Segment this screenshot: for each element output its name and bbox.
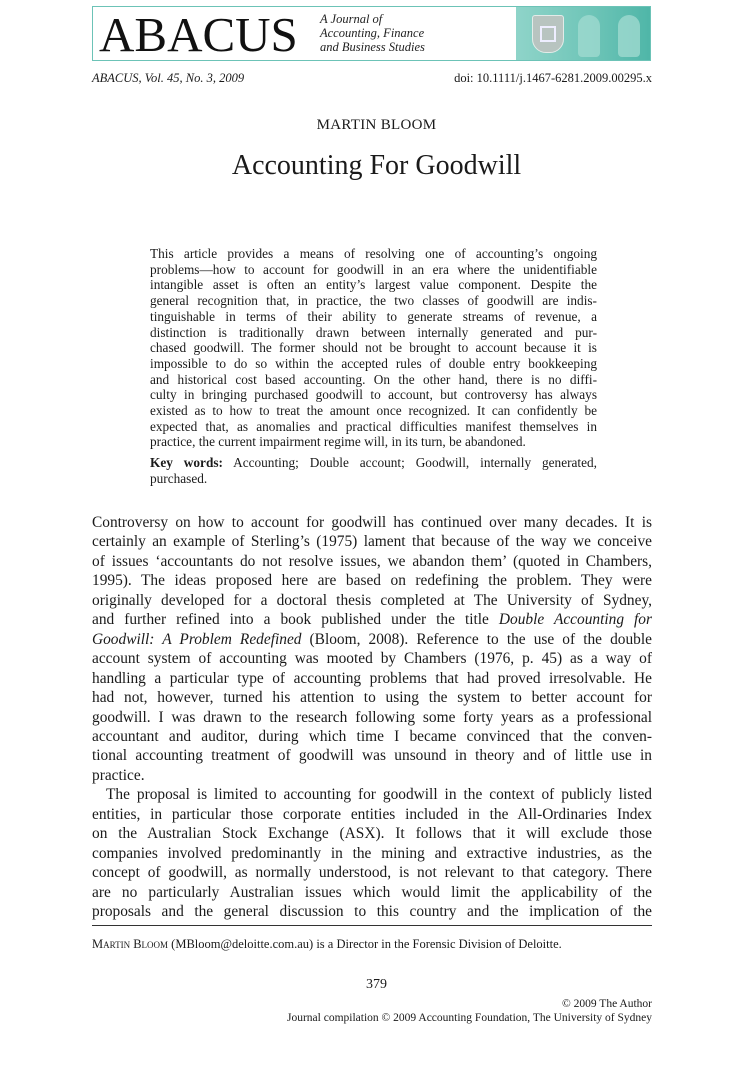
university-crest-icon [532, 15, 564, 53]
text-line: originally developed for a doctoral thesis completed at The University of Sydney, [92, 591, 652, 609]
text-line: entities, in particular those corporate entities included in the All-Ordinaries Index [92, 805, 652, 823]
text-line: This article provides a means of resolving one of accounting’s ongoing [150, 246, 597, 261]
text-line: Controversy on how to account for goodwill has continued over many decades. It is [92, 514, 652, 531]
text-line: tional accounting treatment of goodwill was unsound in theory and of little use in [92, 747, 652, 765]
paragraph [92, 785, 652, 921]
text-line: certainly an example of Sterling’s (1975) lament that because of the way we conceive [92, 533, 652, 551]
text-line: distinction is traditionally drawn between internally generated and pur- [150, 324, 597, 340]
text-line: practice, the current impairment regime will, in its turn, be abandoned. [150, 434, 526, 450]
journal-tagline [320, 12, 425, 54]
text-line: on the Australian Stock Exchange (ASX). It follows that it will exclude those [92, 825, 652, 843]
text-span: (Bloom, 2008). Reference to the use of the double [301, 630, 652, 648]
text-line: accountant and auditor, during which time I became convinced that the conven- [92, 727, 652, 745]
text-line: general recognition that, in practice, the two classes of goodwill are indis- [150, 293, 597, 309]
tagline-line: Accounting, Finance [320, 26, 425, 40]
keywords [150, 455, 597, 486]
text-line: culty in bringing purchased goodwill to account, but controversy has always [150, 387, 597, 403]
book-title: Goodwill: A Problem Redefined [92, 630, 302, 648]
text-line: problems—how to account for goodwill in an era where the unidentifiable [150, 261, 597, 277]
keywords-label: Key words: [150, 455, 223, 471]
text-line: expected that, as anomalies and practical difficulties manifest themselves in [150, 418, 597, 434]
article-author: MARTIN BLOOM [316, 117, 437, 133]
keywords-text: purchased. [150, 470, 208, 486]
text-line: impossible to do so within the accepted rules of double entry bookkeeping [150, 355, 597, 371]
book-title: Double Accounting for [498, 611, 652, 629]
text-line: and historical cost based accounting. On the other hand, there is no diffi- [150, 371, 597, 387]
body-text [92, 513, 652, 922]
doi: doi: 10.1111/j.1467-6281.2009.00295.x [454, 71, 652, 85]
copyright [287, 998, 652, 1025]
text-line: 1995). The ideas proposed here are based on redefining the problem. They were [92, 572, 652, 590]
text-line: of issues ‘accountants do not resolve issues, we abandon them’ (quoted in Chambers, [92, 552, 652, 570]
banner-image [516, 7, 650, 60]
text-line: companies involved predominantly in the mining and extractive industries, as the [92, 844, 652, 862]
journal-banner [92, 6, 651, 61]
text-line: chased goodwill. The former should not be brought to account because it is [150, 340, 597, 356]
text-line: intangible asset is often an entity’s largest value component. Despite the [150, 277, 597, 293]
footnote-rule [92, 925, 652, 926]
text-line: account system of accounting was mooted by Chambers (1976, p. 45) as a way of [92, 650, 652, 668]
portrait-icon [578, 15, 600, 57]
abstract [150, 246, 597, 487]
text-line: had not, however, turned his attention to using the system to better account for [92, 689, 652, 707]
paragraph [92, 513, 652, 785]
text-span: and further refined into a book published under the title [92, 611, 499, 629]
keywords-text: Accounting; Double account; Goodwill, internally generated, [222, 455, 597, 471]
author-footnote [92, 937, 562, 952]
text-line: handling a particular type of accounting problems that had proved irresolvable. He [92, 669, 652, 687]
text-line [92, 610, 652, 629]
tagline-line: A Journal of [320, 12, 383, 26]
text-line: existed as to how to treat the amount once recognized. It can confidently be [150, 403, 597, 419]
text-line: tinguishable in terms of their ability to generate streams of revenue, a [150, 308, 597, 324]
article-title: Accounting For Goodwill [231, 150, 522, 181]
text-line: The proposal is limited to accounting for goodwill in the context of publicly listed [106, 786, 652, 804]
tagline-line: and Business Studies [320, 40, 425, 54]
journal-logo: ABACUS [99, 7, 298, 62]
text-line: concept of goodwill, as normally understood, is not relevant to that category. There [92, 864, 652, 882]
text-line: practice. [92, 766, 145, 784]
copyright-line: Journal compilation © 2009 Accounting Foundation, The University of Sydney [287, 1011, 652, 1024]
text-line [92, 630, 652, 649]
text-line: are no particularly Australian issues which would limit the applicability of the [92, 883, 652, 901]
page-number: 379 [366, 977, 387, 992]
footnote-text: (MBloom@deloitte.com.au) is a Director in the Forensic Division of Deloitte. [168, 937, 562, 951]
text-line: proposals and the general discussion to this country and the implication of the [92, 903, 652, 921]
copyright-line: © 2009 The Author [562, 998, 652, 1010]
portrait-icon [618, 15, 640, 57]
footnote-author: Martin Bloom [92, 937, 169, 951]
journal-citation: ABACUS, Vol. 45, No. 3, 2009 [92, 71, 245, 85]
text-line: goodwill. I was drawn to the research following some forty years as a professional [92, 708, 652, 726]
